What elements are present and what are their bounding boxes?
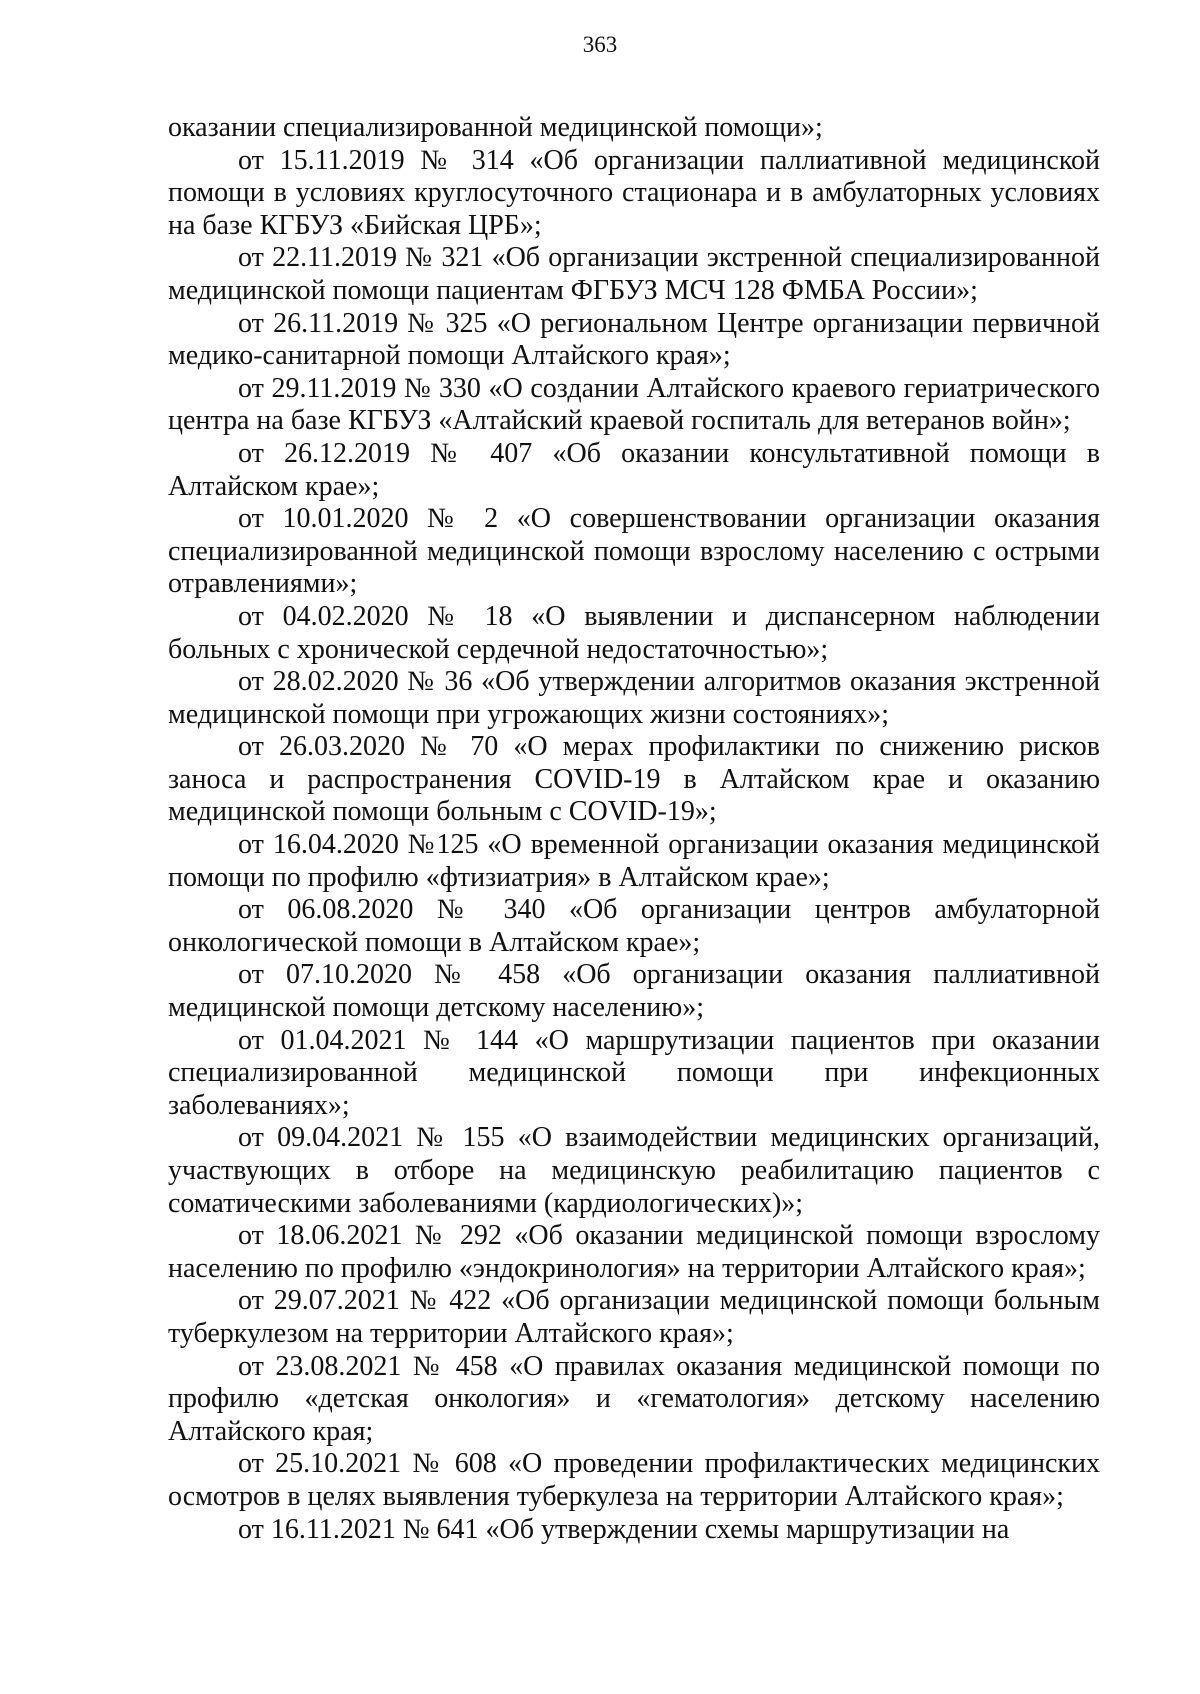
paragraph: оказании специализированной медицинской помощи»; <box>168 112 823 143</box>
page-number: 363 <box>582 32 618 57</box>
paragraph: от 07.10.2020 № 458 «Об организации оказания паллиативной медицинской помощи детскому населению»; <box>168 959 1100 1024</box>
paragraph: от 25.10.2021 № 608 «О проведении профилактических медицинских осмотров в целях выявления туберкулеза на территории Алтайского края»; <box>168 1448 1100 1512</box>
paragraph: от 26.11.2019 № 325 «О региональном Центре организации первичной медико-санитарной помощи Алтайского края»; <box>168 307 1100 372</box>
paragraph: от 29.11.2019 № 330 «О создании Алтайского краевого гериатрического центра на базе КГБУЗ «Алтайский краевой госпиталь для ветеранов войн»; <box>168 372 1100 437</box>
paragraph: от 04.02.2020 № 18 «О выявлении и диспансерном наблюдении больных с хронической сердечной недостаточностью»; <box>168 600 1100 665</box>
paragraph: от 16.04.2020 №125 «О временной организации оказания медицинской помощи по профилю «фтизиатрия» в Алтайском крае»; <box>168 829 1100 893</box>
paragraph: от 16.11.2021 № 641 «Об утверждении схемы маршрутизации на <box>238 1513 1010 1545</box>
paragraph: от 06.08.2020 № 340 «Об организации центров амбулаторной онкологической помощи в Алтайском крае»; <box>168 894 1100 958</box>
paragraph: от 01.04.2021 № 144 «О маршрутизации пациентов при оказании специализированной медицинской помощи при инфекционных заболеваниях»; <box>168 1024 1100 1121</box>
paragraph: от 26.12.2019 № 407 «Об оказании консультативной помощи в Алтайском крае»; <box>168 437 1100 502</box>
paragraph: от 09.04.2021 № 155 «О взаимодействии медицинских организаций, участвующих в отборе на медицинскую реабилитацию пациентов с соматическими заболеваниями (кардиологических)»; <box>168 1122 1100 1219</box>
paragraph: от 29.07.2021 № 422 «Об организации медицинской помощи больным туберкулезом на территории Алтайского края»; <box>168 1285 1100 1349</box>
paragraph: от 22.11.2019 № 321 «Об организации экстренной специализированной медицинской помощи пациентам ФГБУЗ МСЧ 128 ФМБА России»; <box>168 242 1100 306</box>
paragraph: от 28.02.2020 № 36 «Об утверждении алгоритмов оказания экстренной медицинской помощи при угрожающих жизни состояниях»; <box>168 666 1100 730</box>
paragraph: от 15.11.2019 № 314 «Об организации паллиативной медицинской помощи в условиях круглосуточного стационара и в амбулаторных условиях на базе КГБУЗ «Бийская ЦРБ»; <box>168 144 1100 241</box>
paragraph: от 23.08.2021 № 458 «О правилах оказания медицинской помощи по профилю «детская онкология» и «гематология» детскому населению Алтайского края; <box>168 1350 1100 1447</box>
document-body <box>168 112 1100 1546</box>
paragraph: от 10.01.2020 № 2 «О совершенствовании организации оказания специализированной медицинской помощи взрослому населению с острыми отравлениями»; <box>168 503 1100 600</box>
paragraph: от 18.06.2021 № 292 «Об оказании медицинской помощи взрослому населению по профилю «эндокринология» на территории Алтайского края»; <box>168 1220 1100 1284</box>
paragraph: от 26.03.2020 № 70 «О мерах профилактики по снижению рисков заноса и распространения COVID-19 в Алтайском крае и оказанию медицинской помощи больным с COVID-19»; <box>168 731 1100 828</box>
